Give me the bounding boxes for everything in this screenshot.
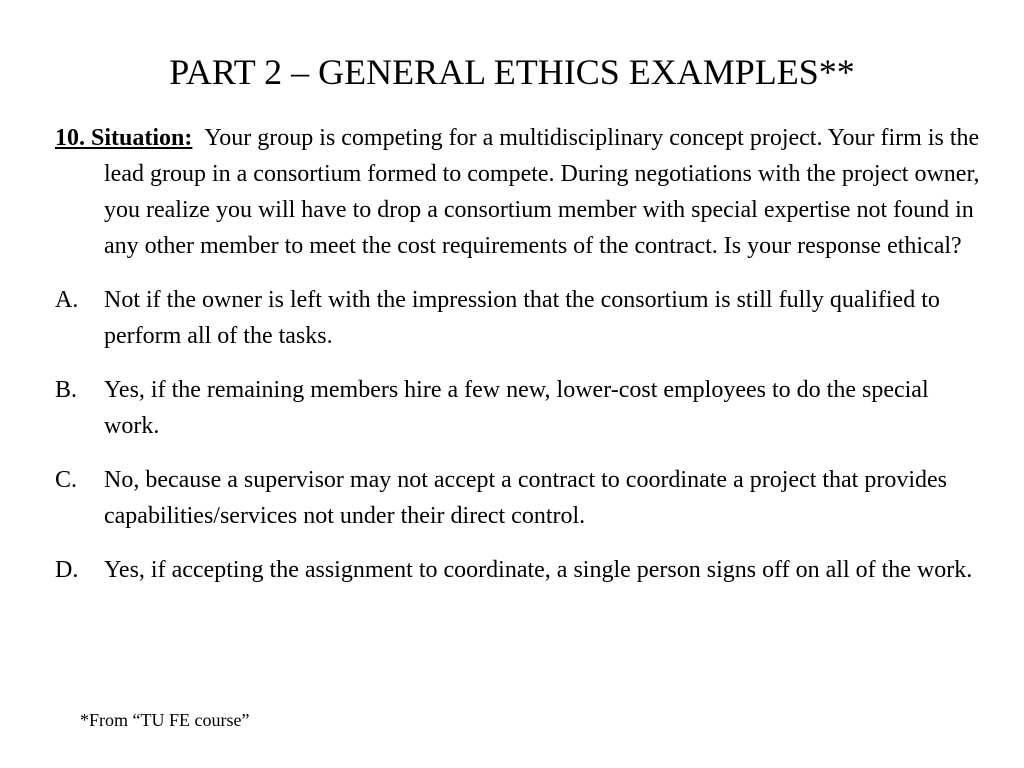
option-a xyxy=(55,282,980,354)
option-a-letter: A. xyxy=(55,287,79,313)
option-c xyxy=(55,462,980,534)
option-b xyxy=(55,372,980,444)
situation-label: 10. Situation: xyxy=(55,125,193,151)
slide-title: PART 2 – GENERAL ETHICS EXAMPLES** xyxy=(169,52,855,92)
option-b-text: Yes, if the remaining members hire a few new, lower-cost employees to do the special work. xyxy=(104,377,929,439)
option-d xyxy=(55,552,980,588)
option-b-letter: B. xyxy=(55,377,78,403)
situation-paragraph xyxy=(55,120,980,264)
slide-body xyxy=(55,120,980,588)
footnote: *From “TU FE course” xyxy=(80,710,250,730)
option-d-letter: D. xyxy=(55,557,79,583)
option-c-letter: C. xyxy=(55,467,78,493)
situation-text: Your group is competing for a multidisciplinary concept project. Your firm is the lead group in a consortium formed to compete. During negotiations with the project owner, you realize you will have to drop a consortium member with special expertise not found in any other member to meet the cost requirements of the contract. Is your response ethical? xyxy=(104,125,980,259)
option-d-text: Yes, if accepting the assignment to coordinate, a single person signs off on all of the work. xyxy=(104,557,973,583)
option-c-text: No, because a supervisor may not accept a contract to coordinate a project that provides capabilities/services not under their direct control. xyxy=(104,467,947,529)
option-a-text: Not if the owner is left with the impression that the consortium is still fully qualified to perform all of the tasks. xyxy=(104,287,940,349)
